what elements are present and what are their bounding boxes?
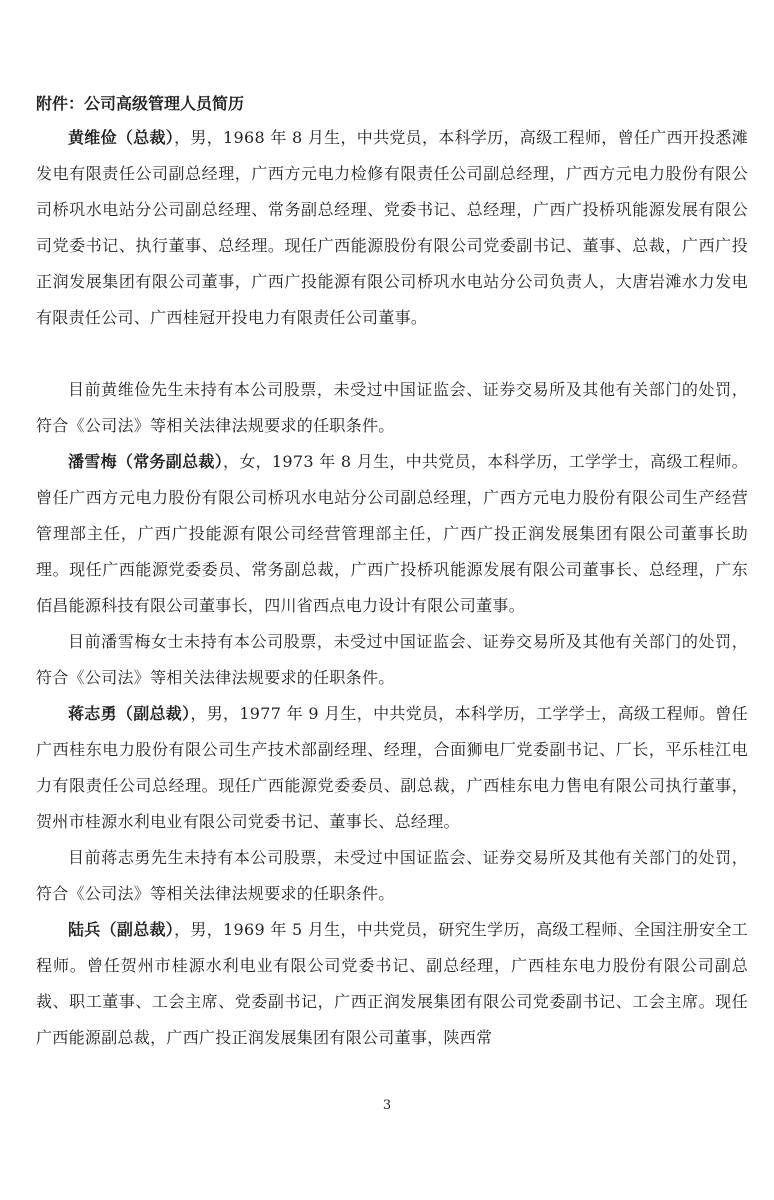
bio-paragraph-pan — [36, 444, 748, 624]
bio-paragraph-huang — [36, 120, 748, 336]
statement-text-huang: 目前黄维俭先生未持有本公司股票，未受过中国证监会、证券交易所及其他有关部门的处罚，符合《公司法》等相关法律法规要求的任职条件。 — [36, 380, 748, 435]
statement-text-pan: 目前潘雪梅女士未持有本公司股票，未受过中国证监会、证券交易所及其他有关部门的处罚，符合《公司法》等相关法律法规要求的任职条件。 — [36, 632, 748, 687]
bio-text-lu: ，男，1969 年 5 月生，中共党员，研究生学历，高级工程师、全国注册安全工程师。曾任贺州市桂源水利电业有限公司党委书记、副总经理，广西桂东电力股份有限公司副总裁、职工董事、工会主席、党委副书记，广西正润发展集团有限公司党委副书记、工会主席。现任广西能源副总裁，广西广投正润发展集团有限公司董事，陕西常 — [36, 920, 748, 1047]
statement-paragraph-pan — [36, 624, 748, 696]
bio-paragraph-jiang — [36, 696, 748, 840]
bio-text-pan: ，女，1973 年 8 月生，中共党员，本科学历，工学学士，高级工程师。曾任广西方元电力股份有限公司桥巩水电站分公司副总经理，广西方元电力股份有限公司生产经营管理部主任，广西广投能源有限公司经营管理部主任，广西广投正润发展集团有限公司董事长助理。现任广西能源党委委员、常务副总裁，广西广投桥巩能源发展有限公司董事长、总经理，广东佰昌能源科技有限公司董事长，四川省西点电力设计有限公司董事。 — [36, 452, 748, 615]
page-number: 3 — [382, 1098, 392, 1113]
bio-name-lu: 陆兵（副总裁） — [68, 920, 175, 939]
page-heading: 附件：公司高级管理人员简历 — [36, 94, 245, 113]
statement-paragraph-huang — [36, 372, 748, 444]
bio-name-huang: 黄维俭（总裁） — [68, 128, 175, 147]
bio-text-jiang: ，男，1977 年 9 月生，中共党员，本科学历，工学学士，高级工程师。曾任广西桂东电力股份有限公司生产技术部副经理、经理，合面狮电厂党委副书记、厂长，平乐桂江电力有限责任公司总经理。现任广西能源党委委员、副总裁，广西桂东电力售电有限公司执行董事，贺州市桂源水利电业有限公司党委书记、董事长、总经理。 — [36, 704, 749, 831]
bio-name-pan: 潘雪梅（常务副总裁） — [68, 452, 224, 471]
statement-text-jiang: 目前蒋志勇先生未持有本公司股票，未受过中国证监会、证券交易所及其他有关部门的处罚，符合《公司法》等相关法律法规要求的任职条件。 — [36, 848, 748, 903]
statement-paragraph-jiang — [36, 840, 748, 912]
bio-paragraph-lu — [36, 912, 748, 1056]
bio-name-jiang: 蒋志勇（副总裁） — [68, 704, 191, 723]
bio-text-huang: ，男，1968 年 8 月生，中共党员，本科学历，高级工程师，曾任广西开投悉滩发电有限责任公司副总经理，广西方元电力检修有限责任公司副总经理，广西方元电力股份有限公司桥巩水电站分公司副总经理、常务副总经理、党委书记、总经理，广西广投桥巩能源发展有限公司党委书记、执行董事、总经理。现任广西能源股份有限公司党委副书记、董事、总裁，广西广投正润发展集团有限公司董事，广西广投能源有限公司桥巩水电站分公司负责人，大唐岩滩水力发电有限责任公司、广西桂冠开投电力有限责任公司董事。 — [36, 128, 748, 327]
